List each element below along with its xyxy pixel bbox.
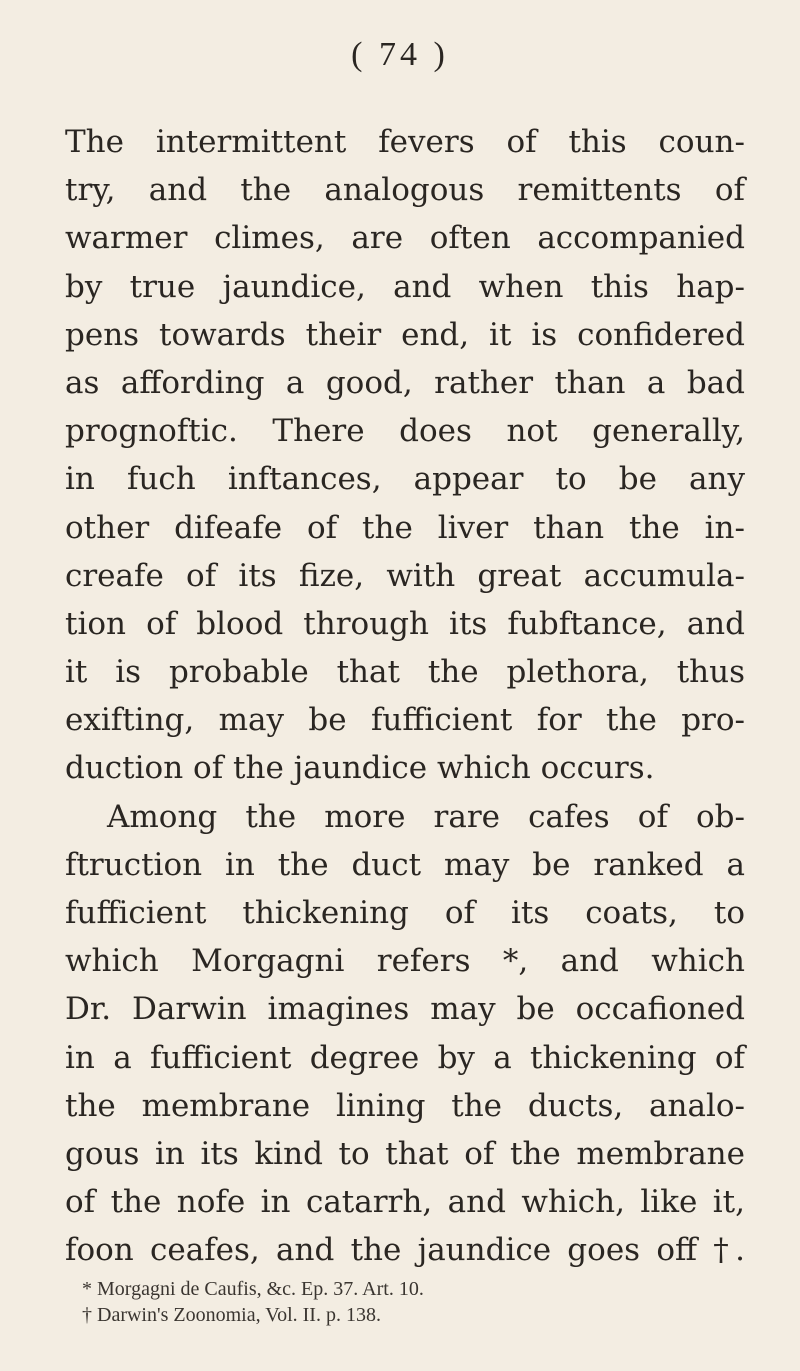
text-line: pens towards their end, it is confidered [65, 316, 745, 353]
text-line: the membrane lining the ducts, analo- [65, 1087, 745, 1124]
body-text [65, 118, 745, 1275]
text-line: prognoftic. There does not generally, [65, 413, 745, 450]
text-line: creafe of its fize, with great accumula- [65, 557, 745, 594]
text-line: try, and the analogous remittents of [65, 172, 745, 209]
text-line: Among the more rare cafes of ob- [107, 798, 745, 835]
footnote: † Darwin's Zoonomia, Vol. II. p. 138. [82, 1304, 381, 1326]
text-line: other difeafe of the liver than the in- [65, 509, 745, 546]
footnotes [82, 1276, 742, 1328]
text-line: The intermittent fevers of this coun- [65, 124, 745, 160]
text-line: foon ceafes, and the jaundice goes off †. [65, 1232, 745, 1269]
text-line: Dr. Darwin imagines may be occafioned [65, 991, 745, 1028]
text-line: which Morgagni refers *, and which [65, 943, 745, 980]
text-line: ftruction in the duct may be ranked a [65, 846, 745, 883]
text-line: in a fufficient degree by a thickening of [65, 1039, 745, 1076]
footnote: * Morgagni de Caufis, &c. Ep. 37. Art. 10. [82, 1278, 424, 1300]
text-line: of the nofe in catarrh, and which, like it, [65, 1184, 745, 1221]
text-line: in fuch inftances, appear to be any [65, 461, 745, 498]
text-line: duction of the jaundice which occurs. [65, 750, 655, 787]
text-line: tion of blood through its fubftance, and [65, 605, 745, 642]
text-line: exifting, may be fufficient for the pro- [65, 702, 745, 739]
text-line: gous in its kind to that of the membrane [65, 1135, 745, 1172]
text-line: as affording a good, rather than a bad [65, 364, 745, 401]
text-line: fufficient thickening of its coats, to [65, 895, 745, 931]
page-number: ( 74 ) [351, 36, 449, 73]
text-line: it is probable that the plethora, thus [65, 654, 745, 691]
text-line: by true jaundice, and when this hap- [65, 268, 745, 305]
text-line: warmer climes, are often accompanied [65, 220, 745, 257]
